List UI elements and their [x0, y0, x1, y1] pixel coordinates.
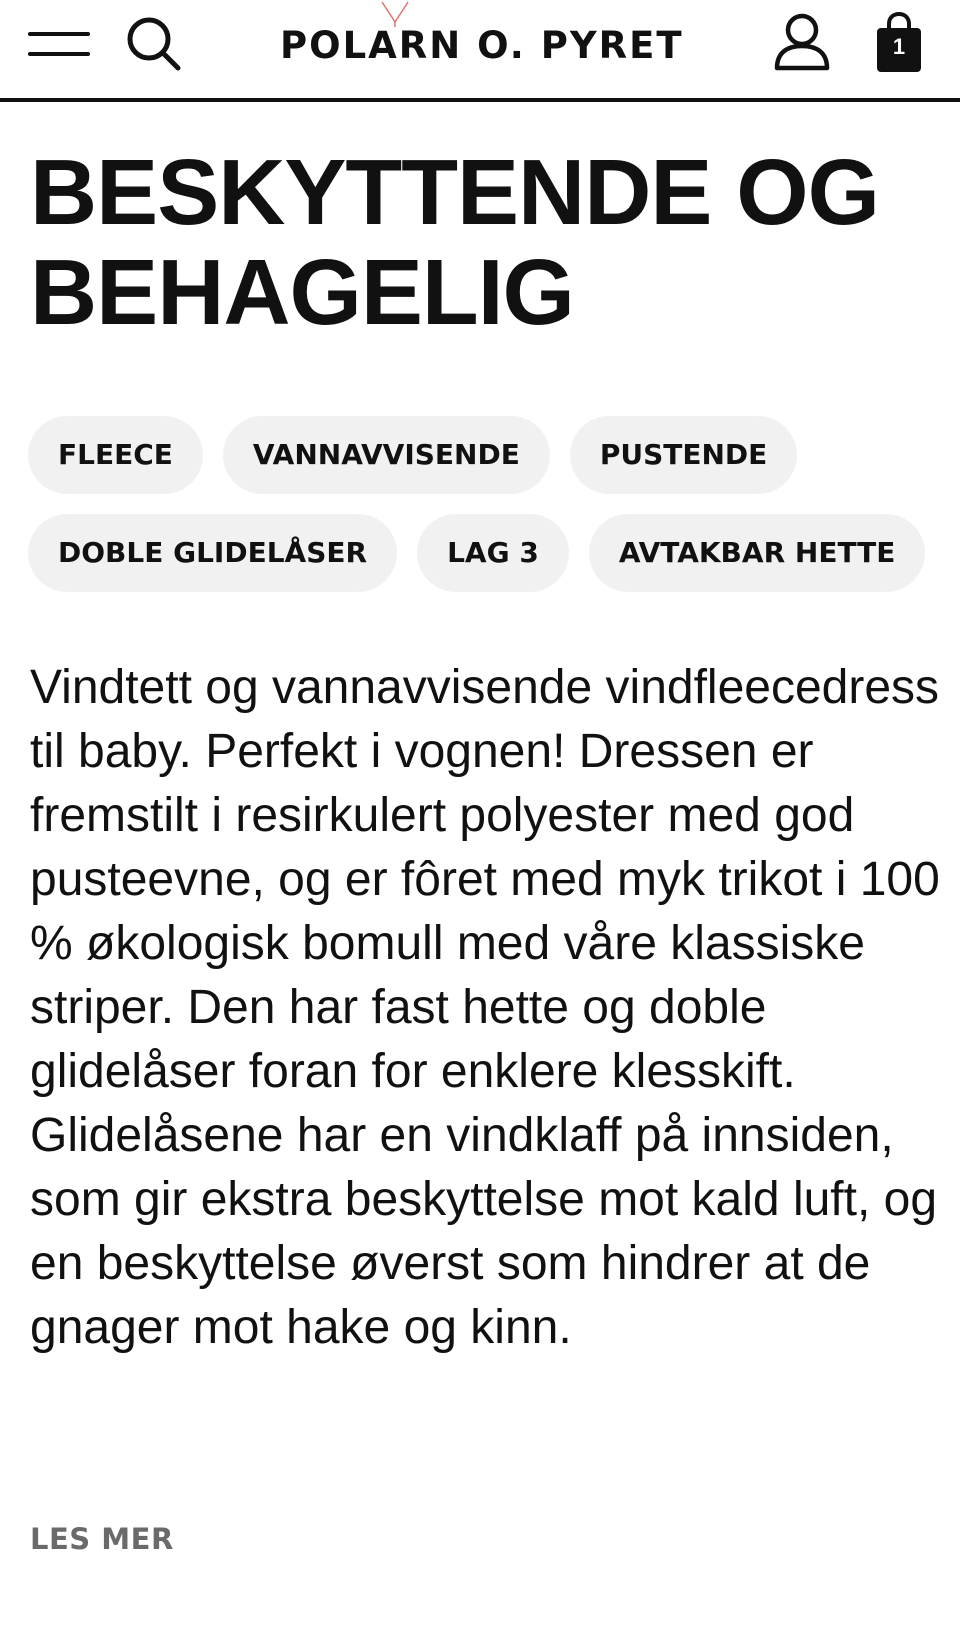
brand-logo[interactable]: POLARN O. PYRET	[280, 24, 684, 67]
header-divider	[0, 98, 960, 102]
tag-vannavvisende[interactable]: VANNAVVISENDE	[223, 416, 550, 494]
cart-count-badge: 1	[892, 34, 906, 59]
feature-tags	[28, 416, 928, 612]
shopping-bag-icon[interactable]	[874, 12, 924, 74]
site-header	[0, 0, 960, 100]
menu-bar-bottom	[28, 52, 90, 56]
tag-pustende[interactable]: PUSTENDE	[570, 416, 797, 494]
tag-doble-glidelaser[interactable]: DOBLE GLIDELÅSER	[28, 514, 397, 592]
product-description: Vindtett og vannavvisende vindfleecedress til baby. Perfekt i vognen! Dressen er fremstilt i resirkulert polyester med god pusteevne, og er fôret med myk trikot i 100 % økologisk bomull med våre klassiske striper. Den har fast hette og doble glidelåser foran for enklere klesskift. Glidelåsene har en vindklaff på innsiden, som gir ekstra beskyttelse mot kald luft, og en beskyttelse øverst som hindrer at de gnager mot hake og kinn.	[30, 661, 940, 1354]
menu-bar-top	[28, 32, 90, 36]
tag-lag-3[interactable]: LAG 3	[417, 514, 569, 592]
account-icon[interactable]	[772, 12, 832, 74]
tag-avtakbar-hette[interactable]: AVTAKBAR HETTE	[589, 514, 926, 592]
search-icon[interactable]	[124, 14, 188, 76]
read-more-link[interactable]: LES MER	[30, 1522, 174, 1556]
tag-row	[28, 416, 928, 494]
hamburger-menu-icon[interactable]	[28, 26, 90, 60]
tag-fleece[interactable]: FLEECE	[28, 416, 203, 494]
tag-row	[28, 514, 928, 592]
page-title: BESKYTTENDE OG BEHAGELIG	[30, 140, 879, 344]
